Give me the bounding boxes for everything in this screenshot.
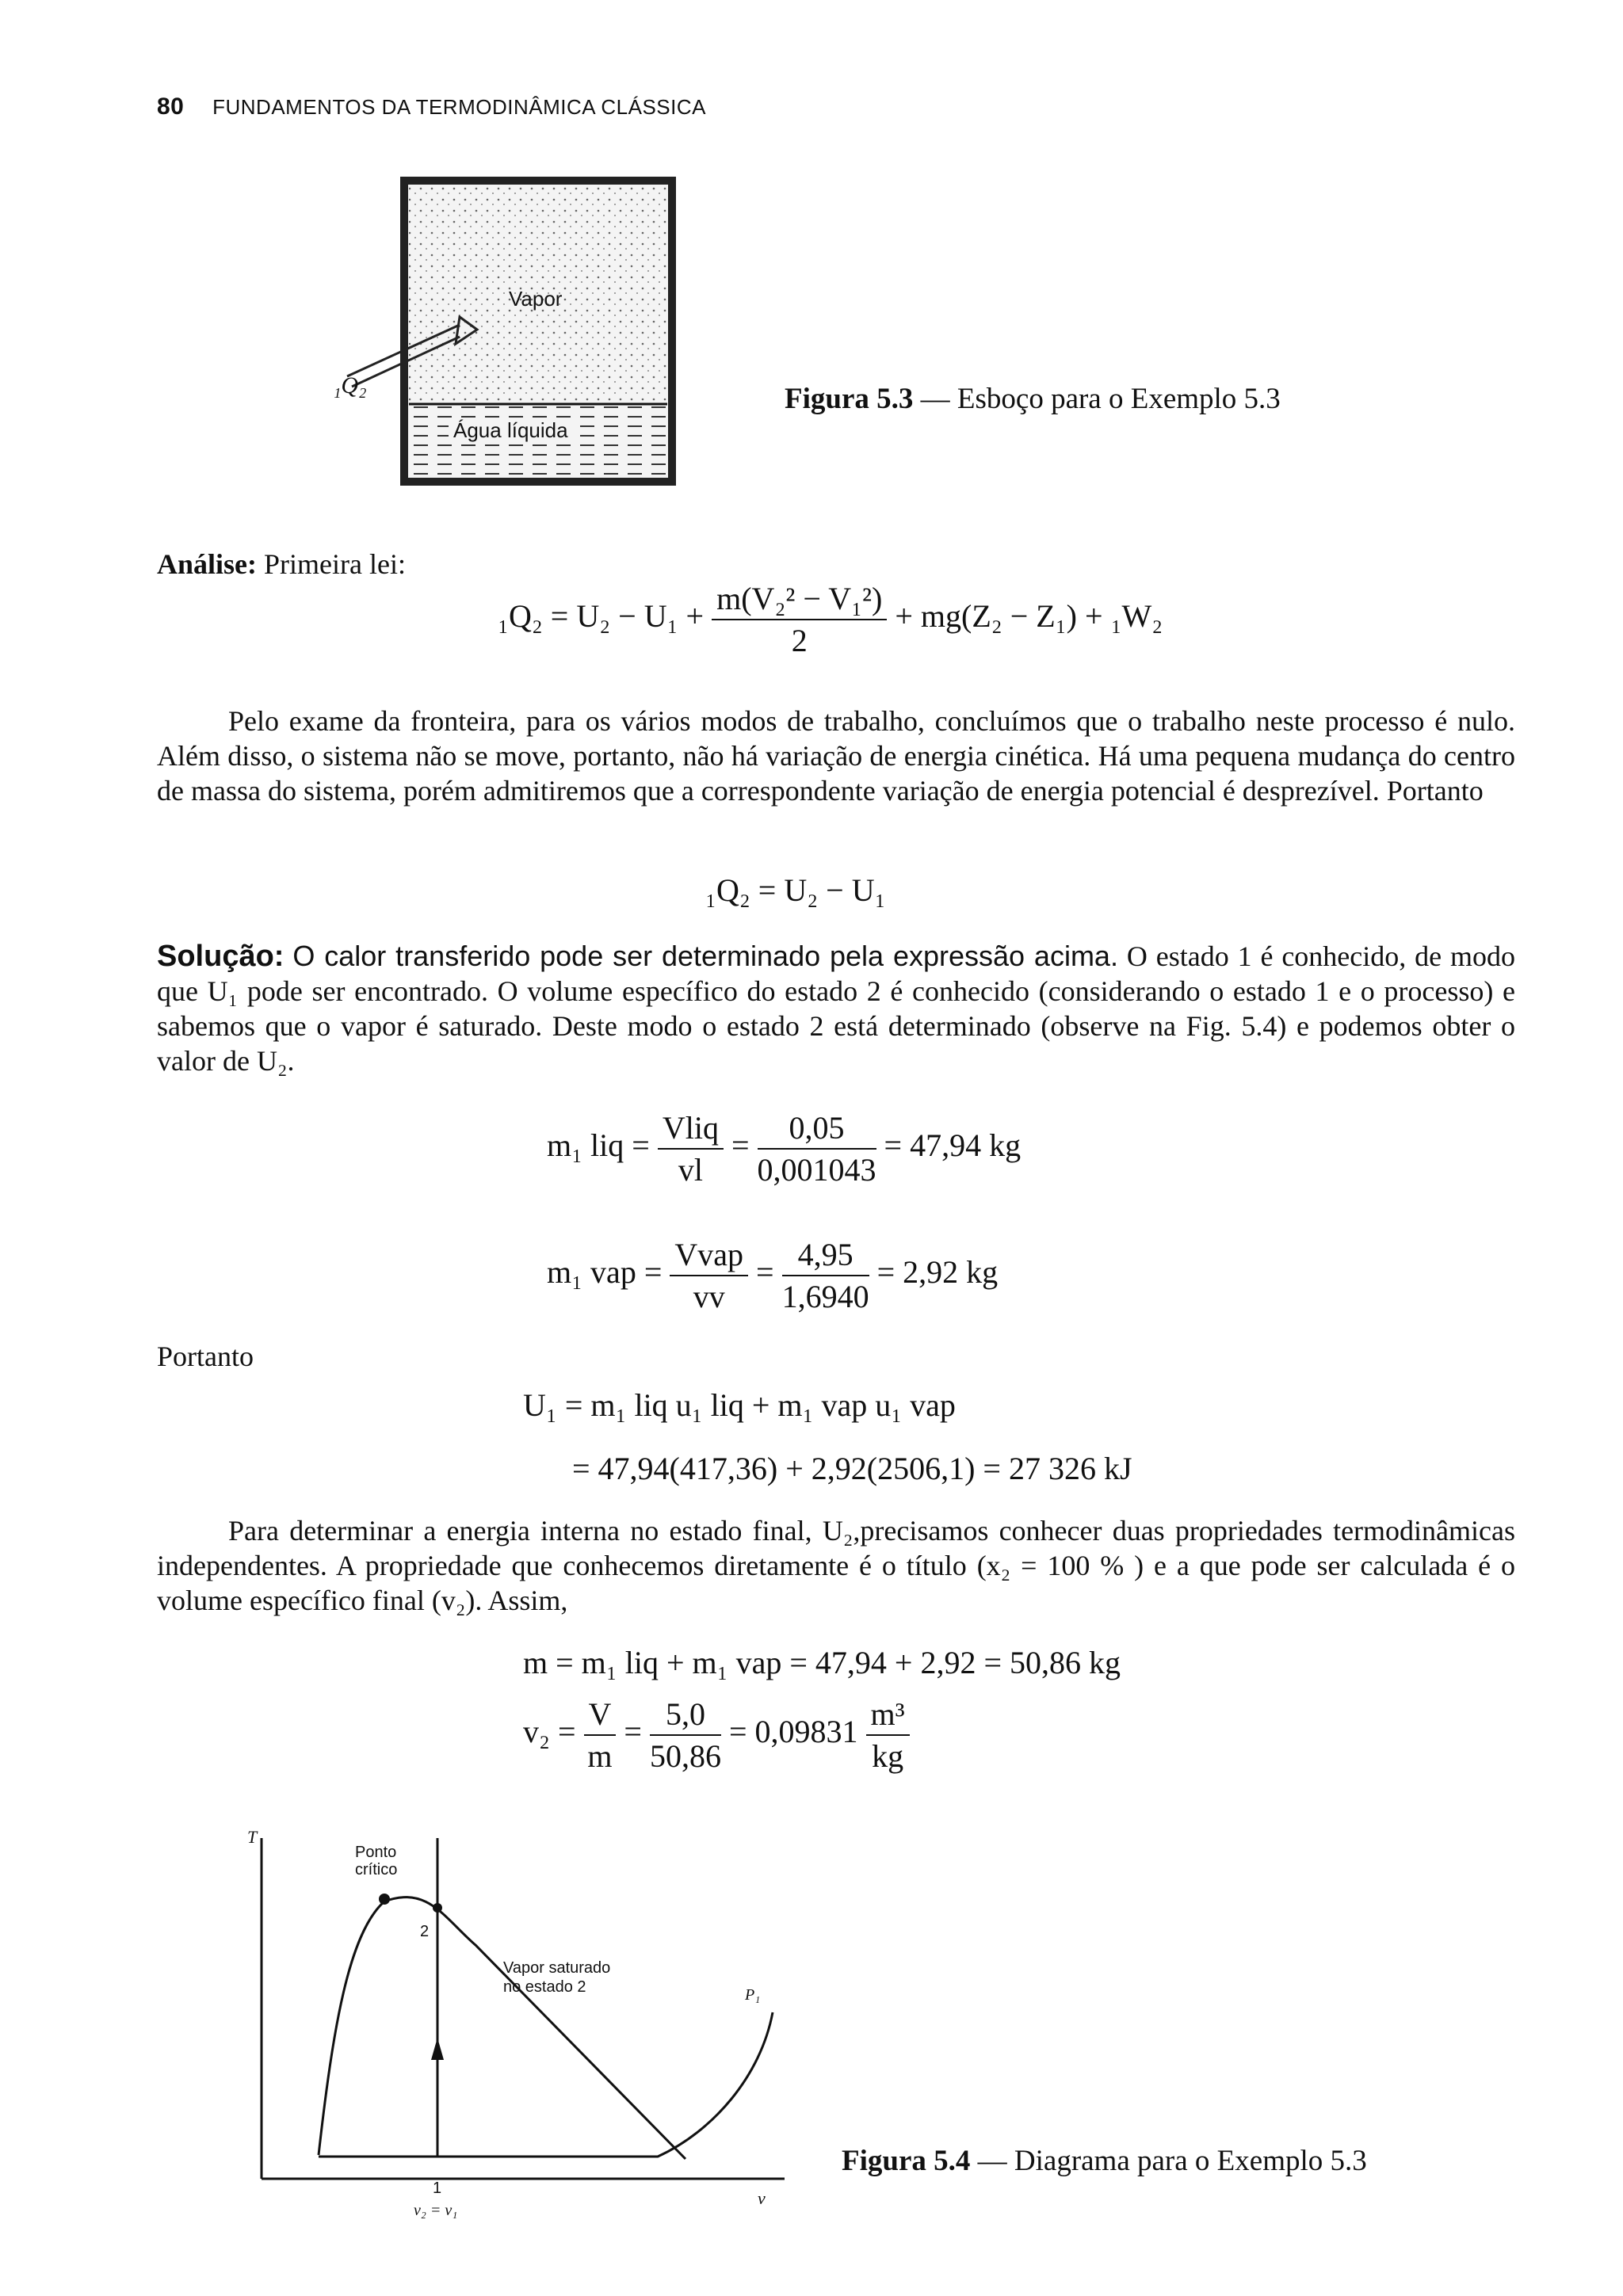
figure-5-3-caption-text: — Esboço para o Exemplo 5.3 [920, 383, 1281, 415]
v-axis-tick-label: v₂ = v₁ [414, 2202, 458, 2218]
v2-unit [866, 1695, 910, 1775]
eq1-fraction [712, 580, 887, 659]
running-title: FUNDAMENTOS DA TERMODINÂMICA CLÁSSICA [212, 95, 706, 119]
running-header [157, 93, 706, 120]
eq1-rest: + mg(Z₂ − Z₁) + ₁W₂ [895, 598, 1163, 635]
m1-vap-equation: m₁ vap = $\frac{\text{Vvap}}{vv}$ = $\frac{4,95}{1,6940}$ = 2,92 kg [547, 1237, 999, 1314]
m1-liq-fraction-2 [758, 1109, 876, 1188]
figure-5-3-tank [341, 174, 689, 491]
solution-heading: Solução: [157, 940, 285, 973]
saturation-dome [319, 1897, 685, 2159]
m1-liq-result: = 47,94 kg [884, 1127, 1022, 1164]
axis-v-label: v [758, 2188, 766, 2208]
state-2-label: 2 [420, 1923, 430, 1940]
m1-vap-fraction-1 [670, 1236, 748, 1315]
analysis-heading-rest: Primeira lei: [264, 548, 406, 580]
sat-vapor-label-2: no estado 2 [503, 1978, 586, 1996]
simplified-first-law: ₁Q₂ = U₂ − U₁ [705, 872, 886, 908]
solution-paragraph-block [157, 939, 1515, 1078]
liquid-label: Água líquida [449, 418, 573, 443]
critical-point-label-1: Ponto [355, 1844, 397, 1861]
first-law-equation [498, 580, 1163, 659]
critical-point-marker [379, 1894, 390, 1905]
analysis-heading-line [157, 547, 406, 582]
u1-result: = 47,94(417,36) + 2,92(2506,1) = 27 326 kJ [572, 1451, 1132, 1486]
m1-vap-f1-den: vv [693, 1279, 725, 1314]
state-1-label: 1 [433, 2180, 442, 2197]
v2-f2-den: 50,86 [649, 1738, 721, 1774]
figure-5-3-caption [785, 382, 1281, 416]
eq1-fraction-den: 2 [791, 623, 808, 658]
total-mass-equation: m = m₁ liq + m₁ vap = 47,94 + 2,92 = 50,86 kg [523, 1645, 1121, 1680]
page-number: 80 [157, 93, 185, 120]
figure-5-3-caption-label: Figura 5.3 [785, 383, 914, 415]
isobar-p1 [319, 2012, 773, 2157]
v2-f1-den: m [587, 1738, 613, 1774]
m1-vap-f2-den: 1,6940 [781, 1279, 869, 1314]
isobar-label: P₁ [745, 1986, 761, 2004]
v2-unit-den: kg [872, 1738, 904, 1774]
eq1-fraction-num: m(V₂² − V₁²) [712, 580, 887, 620]
m1-vap-result: = 2,92 kg [876, 1254, 999, 1291]
v2-fraction-1 [584, 1695, 617, 1775]
axis-t-label: T [247, 1827, 258, 1847]
m1-liq-f2-num: 0,05 [758, 1109, 876, 1150]
m1-liq-fraction-1 [658, 1109, 724, 1188]
m1-liq-lhs: m₁ liq = [547, 1127, 650, 1164]
figure-5-4-diagram [238, 1822, 808, 2218]
v2-lhs: v₂ = [523, 1714, 576, 1750]
sat-vapor-label-1: Vapor saturado [503, 1959, 611, 1977]
process-arrow [431, 2038, 444, 2060]
solution-heading-rest: O calor transferido pode ser determinado pela expressão acima. [292, 940, 1118, 972]
analysis-paragraph: Pelo exame da fronteira, para os vários modos de trabalho, concluímos que o trabalho neste processo é nulo. Além disso, o sistema não se move, portanto, não há variação de energia cinética. Há uma pequena mudança do centro de massa do sistema, porém admitiremos que a correspondente variação de energia potencial é desprezível. Portanto [157, 705, 1515, 807]
heat-label: ₁Q₂ [333, 372, 367, 399]
v2-f2-num: 5,0 [650, 1695, 721, 1736]
m1-vap-lhs: m₁ vap = [547, 1254, 663, 1291]
critical-point-label-2: crítico [355, 1861, 398, 1878]
analysis-heading: Análise: [157, 548, 257, 580]
v2-fraction-2 [650, 1695, 721, 1775]
figure-5-4-caption-text: — Diagrama para o Exemplo 5.3 [977, 2145, 1367, 2177]
figure-5-4-caption-label: Figura 5.4 [842, 2145, 971, 2177]
state-2-marker [433, 1903, 442, 1913]
m1-liq-f1-num: Vliq [658, 1109, 724, 1150]
final-state-paragraph: Para determinar a energia interna no estado final, U₂,precisamos conhecer duas propriedades termodinâmicas independentes. A propriedade que conhecemos diretamente é o título (x₂ = 100 % ) e a que pode ser calculada é o volume específico final (v₂). Assim, [157, 1515, 1515, 1616]
vapor-label: Vapor [509, 287, 563, 311]
u1-equation: U₁ = m₁ liq u₁ liq + m₁ vap u₁ vap [523, 1387, 956, 1423]
eq1-lhs: ₁Q₂ = U₂ − U₁ + [498, 598, 705, 635]
m1-liq-f1-den: vl [678, 1152, 703, 1188]
m1-liq-f2-den: 0,001043 [757, 1152, 876, 1188]
m1-vap-f2-num: 4,95 [782, 1236, 869, 1276]
v2-unit-num: m³ [866, 1695, 910, 1736]
v2-equation: v₂ = $\frac{V}{m}$ = $\frac{5,0}{50,86}$ = 0,09831 $\frac{\text{m³}}{kg}$ [523, 1695, 910, 1775]
v2-result: = 0,09831 [728, 1714, 858, 1750]
solution-paragraph: O estado 1 é conhecido, de modo que U₁ pode ser encontrado. O volume específico do estado 2 é conhecido (considerando o estado 1 e o processo) e sabemos que o vapor é saturado. Deste modo o estado 2 está determinado (observe na Fig. 5.4) e podemos obter o valor de U₂. [157, 940, 1516, 1077]
m1-vap-f1-num: Vvap [670, 1236, 748, 1276]
v2-f1-num: V [584, 1695, 617, 1736]
portanto-label: Portanto [157, 1341, 254, 1372]
m1-vap-fraction-2 [782, 1236, 869, 1315]
figure-5-4-caption [842, 2144, 1367, 2178]
m1-liq-equation: m₁ liq = $\frac{\text{Vliq}}{vl}$ = $\frac{0,05}{0,001043}$ = 47,94 kg [547, 1110, 1022, 1188]
